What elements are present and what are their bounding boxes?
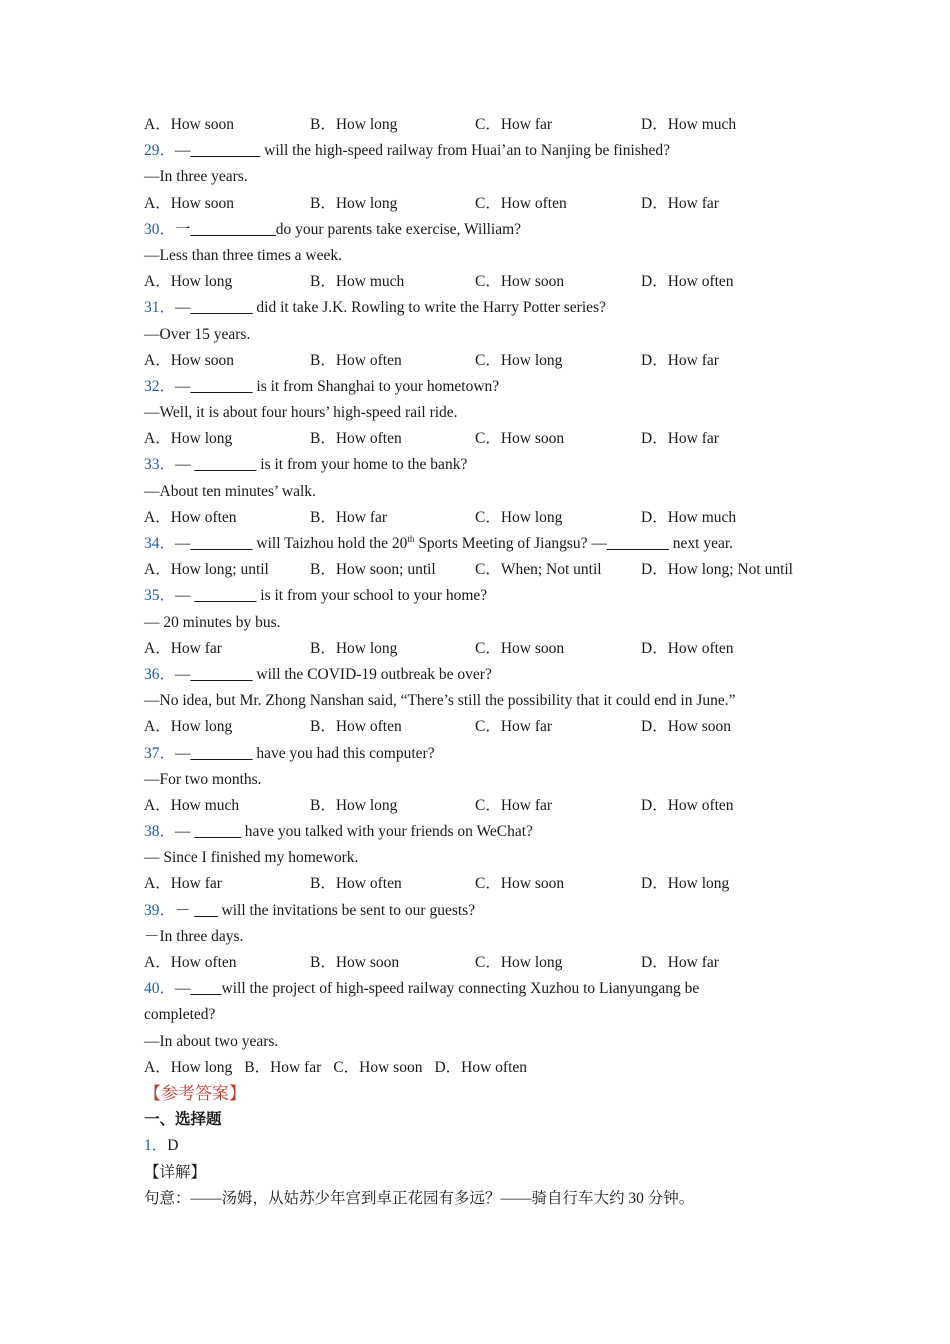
option-c: C．How long — [475, 351, 563, 369]
question-stem — [144, 583, 824, 609]
options-row — [144, 191, 824, 217]
option-a: A．How long — [144, 430, 233, 448]
stem-dash: — — [175, 299, 191, 317]
option-c: C．How soon — [475, 430, 565, 448]
option-d: D．How often — [641, 796, 734, 814]
answer-item — [144, 1133, 824, 1159]
answer-blank: ________ — [606, 535, 669, 552]
response-line: —In about two years. — [144, 1032, 279, 1050]
question-stem — [144, 295, 824, 321]
answer-blank: ________ — [190, 299, 253, 317]
section-title: 一、选择题 — [144, 1111, 222, 1129]
option-a: A．How long — [144, 273, 233, 291]
stem-dash: — — [175, 665, 191, 683]
option-c: C．How far — [475, 796, 553, 814]
stem-text: will the project of high-speed railway connecting Xuzhou to Lianyungang be — [221, 980, 700, 998]
options-row — [144, 269, 824, 295]
question-number: 30． — [144, 220, 176, 238]
stem-text: have you had this computer? — [252, 744, 435, 762]
stem-text: next year. — [668, 535, 734, 552]
option-b: B．How often — [310, 430, 402, 448]
question-stem — [144, 898, 824, 924]
worksheet-page — [144, 112, 824, 1212]
question-stem — [144, 138, 824, 164]
stem-dash: — — [175, 535, 191, 552]
stem-text: will the COVID-19 outbreak be over? — [252, 665, 492, 683]
option-c: C．How long — [475, 954, 563, 971]
option-d: D．How often — [434, 1058, 528, 1076]
answer-blank: ___ — [194, 901, 218, 919]
stem-dash: — — [175, 142, 191, 160]
question-stem — [144, 741, 824, 767]
option-d: D．How soon — [641, 718, 731, 736]
option-c: C．How long — [475, 508, 563, 526]
option-d: D．How far — [641, 351, 719, 369]
stem-dash: — — [175, 980, 191, 998]
stem-text: will Taizhou hold the 20 — [252, 535, 408, 552]
response-line: －In three days. — [144, 927, 244, 945]
option-b: B．How soon; until — [310, 561, 436, 579]
stem-dash: － — [175, 901, 195, 919]
answer-blank: ______ — [194, 823, 241, 841]
option-a: A．How soon — [144, 194, 234, 212]
option-d: D．How often — [641, 273, 734, 291]
option-a: A．How soon — [144, 351, 234, 369]
stem-text: Sports Meeting of Jiangsu? — — [414, 535, 607, 552]
option-d: D．How far — [641, 194, 719, 212]
options-row — [144, 871, 824, 897]
option-d: D．How long — [641, 875, 730, 893]
option-b: B．How soon — [310, 954, 400, 971]
option-b: B．How long — [310, 796, 398, 814]
options-row — [144, 714, 824, 740]
option-d: D．How far — [641, 954, 719, 971]
stem-text: is it from Shanghai to your hometown? — [252, 377, 500, 395]
options-row — [144, 505, 824, 531]
option-a: A．How long — [144, 1058, 233, 1076]
ordinal-suffix: th — [407, 533, 415, 544]
option-d: D．How much — [641, 508, 737, 526]
question-stem-34 — [144, 531, 824, 557]
option-d: D．How long; Not until — [641, 561, 793, 579]
options-row — [144, 793, 824, 819]
option-a: A．How soon — [144, 116, 234, 133]
option-b: B．How long — [310, 116, 398, 133]
detail-label: 【详解】 — [144, 1163, 207, 1181]
answer-blank: ___________ — [190, 220, 276, 238]
question-number: 40． — [144, 980, 176, 998]
stem-text: will the invitations be sent to our guests? — [217, 901, 476, 919]
stem-text: have you talked with your friends on WeChat? — [240, 823, 533, 841]
response-line: —In three years. — [144, 168, 248, 186]
option-b: B．How much — [310, 273, 405, 291]
stem-dash: — — [175, 744, 191, 762]
response-line: — 20 minutes by bus. — [144, 613, 281, 631]
answer-blank: ________ — [190, 744, 253, 762]
option-b: B．How often — [310, 351, 402, 369]
options-row — [144, 557, 824, 583]
stem-text: did it take J.K. Rowling to write the Harry Potter series? — [252, 299, 606, 317]
option-d: D．How often — [641, 639, 734, 657]
stem-text: is it from your home to the bank? — [256, 456, 468, 474]
stem-text: will the high-speed railway from Huai’an to Nanjing be finished? — [260, 142, 671, 160]
option-b: B．How far — [244, 1058, 322, 1076]
option-a: A．How long; until — [144, 561, 269, 579]
stem-dash: — — [175, 377, 191, 395]
option-c: C．How often — [475, 194, 567, 212]
options-row — [144, 348, 824, 374]
option-a: A．How far — [144, 639, 222, 657]
answer-blank: ________ — [190, 665, 253, 683]
response-line: —Less than three times a week. — [144, 246, 342, 264]
stem-text: is it from your school to your home? — [256, 587, 488, 605]
option-c: C．How soon — [475, 273, 565, 291]
question-stem — [144, 374, 824, 400]
question-number: 33． — [144, 456, 176, 474]
answer-blank: ________ — [194, 456, 257, 474]
options-row — [144, 950, 824, 976]
option-c: C．How soon — [333, 1058, 423, 1076]
question-number: 34． — [144, 535, 176, 552]
question-number: 39． — [144, 901, 176, 919]
question-stem — [144, 819, 824, 845]
answer-heading: 【参考答案】 — [144, 1083, 246, 1103]
options-row — [144, 426, 824, 452]
option-a: A．How much — [144, 796, 240, 814]
option-d: D．How much — [641, 116, 737, 133]
response-line: —Over 15 years. — [144, 325, 251, 343]
option-c: C．How soon — [475, 875, 565, 893]
stem-dash: — — [175, 587, 195, 605]
answer-blank: _________ — [190, 142, 261, 160]
question-stem — [144, 662, 824, 688]
question-number: 35． — [144, 587, 176, 605]
question-number: 32． — [144, 377, 176, 395]
options-row — [144, 112, 824, 138]
question-number: 29． — [144, 142, 176, 160]
response-line: — Since I finished my homework. — [144, 849, 359, 867]
option-c: C．How far — [475, 116, 553, 133]
question-number: 31． — [144, 299, 176, 317]
stem-dash: — — [175, 823, 195, 841]
question-stem — [144, 452, 824, 478]
response-line: —Well, it is about four hours’ high-speed rail ride. — [144, 404, 458, 422]
options-row — [144, 1055, 824, 1081]
response-line: —No idea, but Mr. Zhong Nanshan said, “There’s still the possibility that it could end in June.” — [144, 692, 736, 710]
question-number: 37． — [144, 744, 176, 762]
stem-dash: — — [175, 456, 195, 474]
response-line: —About ten minutes’ walk. — [144, 482, 316, 500]
option-b: B．How often — [310, 718, 402, 736]
answer-blank: ________ — [190, 377, 253, 395]
question-stem — [144, 976, 824, 1002]
stem-continuation: completed? — [144, 1006, 216, 1024]
question-stem — [144, 217, 824, 243]
answer-blank: ________ — [190, 535, 253, 552]
option-c: C．When; Not until — [475, 561, 602, 579]
stem-text: do your parents take exercise, William? — [275, 220, 522, 238]
option-a: A．How long — [144, 718, 233, 736]
option-c: C．How soon — [475, 639, 565, 657]
option-a: A．How often — [144, 508, 237, 526]
option-c: C．How far — [475, 718, 553, 736]
answer-value: D — [167, 1137, 179, 1155]
option-a: A．How far — [144, 875, 222, 893]
option-a: A．How often — [144, 954, 237, 971]
stem-dash: 一 — [175, 220, 191, 238]
option-d: D．How far — [641, 430, 719, 448]
option-b: B．How often — [310, 875, 402, 893]
question-number: 36． — [144, 665, 176, 683]
response-line: —For two months. — [144, 770, 262, 788]
answer-blank: ____ — [190, 980, 222, 998]
option-b: B．How long — [310, 194, 398, 212]
option-b: B．How long — [310, 639, 398, 657]
options-row — [144, 636, 824, 662]
answer-number: 1． — [144, 1137, 168, 1155]
option-b: B．How far — [310, 508, 388, 526]
question-number: 38． — [144, 823, 176, 841]
detail-text: 句意：——汤姆，从姑苏少年宫到卓正花园有多远？——骑自行车大约 30 分钟。 — [144, 1189, 695, 1207]
answer-blank: ________ — [194, 587, 257, 605]
